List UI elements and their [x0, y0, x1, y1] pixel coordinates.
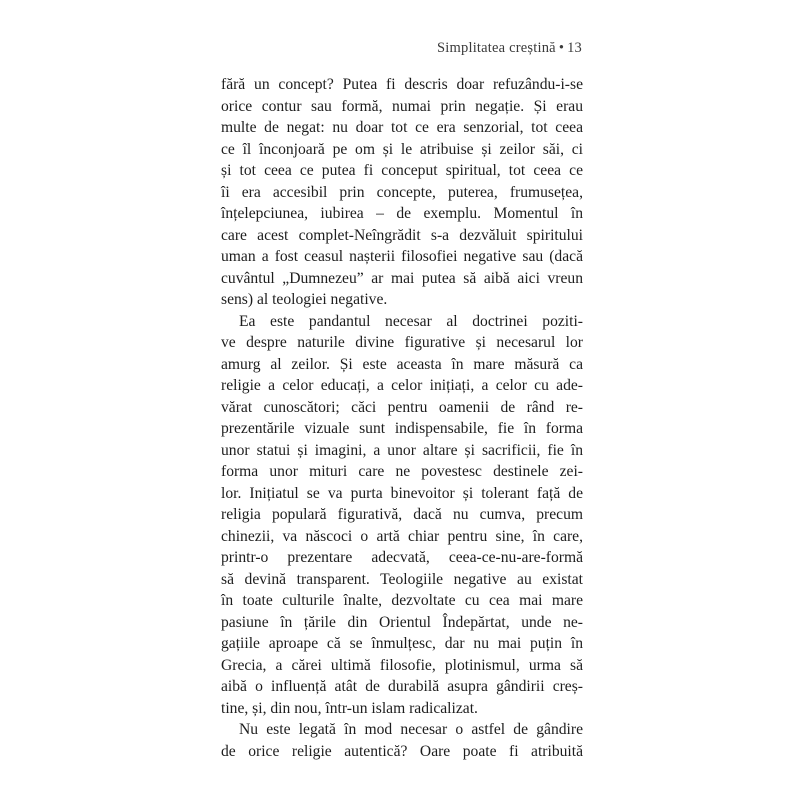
page-number: 13	[567, 40, 582, 56]
text-line: și tot ceea ce putea fi conceput spiritual, tot ceea ce	[221, 162, 583, 179]
running-header	[200, 40, 582, 57]
text-line: prezentările vizuale sunt indispensabile, fie în forma	[221, 420, 583, 437]
text-line: pasiune în țările din Orientul Îndepărtat, unde ne-	[221, 613, 583, 631]
text-line: chinezii, va născoci o artă chiar pentru sine, în care,	[221, 527, 583, 545]
text-line: religia populară figurativă, dacă nu cumva, precum	[221, 506, 583, 523]
paragraph	[221, 719, 583, 762]
text-line: Nu este legată în mod necesar o astfel de gândire	[239, 721, 583, 738]
text-line: printr-o prezentare adecvată, ceea-ce-nu-are-formă	[221, 549, 583, 566]
body-text	[221, 74, 583, 762]
text-line: vărat cunoscători; căci pentru oamenii de rând re-	[221, 398, 583, 416]
text-line: forma unor mituri care ne povestesc destinele zei-	[221, 463, 583, 480]
text-line: tine, și, din nou, într-un islam radicalizat.	[221, 699, 478, 717]
text-line: ve despre naturile divine figurative și necesarul lor	[221, 334, 583, 351]
text-line: aibă o influență atât de durabilă asupra gândirii creș-	[221, 678, 583, 695]
text-line: fără un concept? Putea fi descris doar refuzându-i-se	[221, 76, 583, 93]
text-line: care acest complet-Neîngrădit s-a dezvăluit spiritului	[221, 226, 583, 244]
text-line: de orice religie autentică? Oare poate fi atribuită	[221, 742, 583, 760]
text-line: sens) al teologiei negative.	[221, 291, 388, 308]
text-line: amurg al zeilor. Și este aceasta în mare măsură ca	[221, 355, 583, 373]
text-line: înțelepciunea, iubirea – de exemplu. Momentul în	[221, 205, 583, 222]
text-line: Grecia, a cărei ultimă filosofie, plotinismul, urma să	[221, 656, 583, 674]
text-line: religie a celor educați, a celor inițiați, a celor cu ade-	[221, 377, 583, 394]
text-line: Ea este pandantul necesar al doctrinei poziti-	[239, 312, 583, 330]
text-line: orice contur sau formă, numai prin negație. Și erau	[221, 97, 583, 115]
header-title: Simplitatea creștină	[437, 40, 556, 56]
header-separator: •	[558, 40, 565, 56]
paragraph	[221, 74, 583, 311]
text-line: cuvântul „Dumnezeu” ar mai putea să aibă aici vreun	[221, 269, 583, 287]
text-line: gațiile aproape că se înmulțesc, dar nu mai puțin în	[221, 635, 583, 652]
text-line: unor statui și imagini, a unor altare și sacrificii, fie în	[221, 441, 583, 459]
text-line: uman a fost ceasul nașterii filosofiei negative sau (dacă	[221, 248, 583, 265]
text-line: îi era accesibil prin concepte, puterea, frumusețea,	[221, 183, 583, 201]
text-line: lor. Inițiatul se va purta binevoitor și tolerant față de	[221, 484, 583, 502]
text-line: ce îl înconjoară pe om și le atribuise și zeilor săi, ci	[221, 140, 583, 158]
text-line: multe de negat: nu doar tot ce era senzorial, tot ceea	[221, 119, 583, 136]
paragraph	[221, 311, 583, 720]
text-line: în toate culturile înalte, dezvoltate cu cea mai mare	[221, 592, 583, 609]
text-line: să devină transparent. Teologiile negative au existat	[221, 570, 583, 588]
